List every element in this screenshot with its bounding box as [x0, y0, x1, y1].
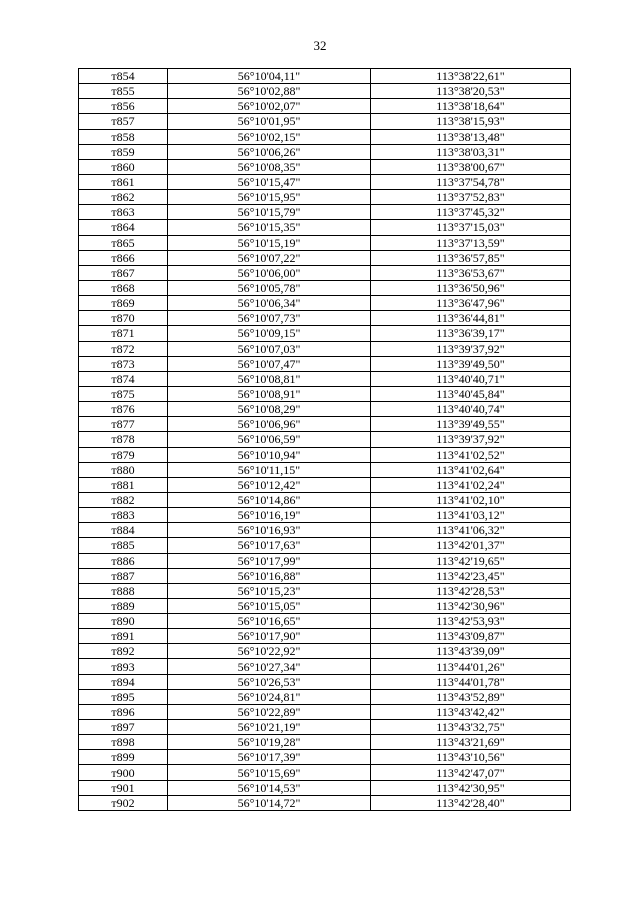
point-id-cell: т873: [79, 356, 168, 371]
table-row: [79, 462, 571, 477]
latitude-cell: 56°10'16,93": [168, 523, 371, 538]
latitude-cell: 56°10'08,35": [168, 159, 371, 174]
latitude-cell: 56°10'15,95": [168, 190, 371, 205]
latitude-cell: 56°10'22,89": [168, 704, 371, 719]
table-row: [79, 326, 571, 341]
table-row: [79, 644, 571, 659]
table-row: [79, 280, 571, 295]
latitude-cell: 56°10'16,19": [168, 508, 371, 523]
point-id-cell: т890: [79, 614, 168, 629]
longitude-cell: 113°39'49,50": [371, 356, 571, 371]
longitude-cell: 113°43'10,56": [371, 750, 571, 765]
latitude-cell: 56°10'19,28": [168, 735, 371, 750]
longitude-cell: 113°41'03,12": [371, 508, 571, 523]
point-id-cell: т870: [79, 311, 168, 326]
longitude-cell: 113°42'28,53": [371, 583, 571, 598]
latitude-cell: 56°10'15,35": [168, 220, 371, 235]
table-row: [79, 250, 571, 265]
longitude-cell: 113°38'22,61": [371, 69, 571, 84]
point-id-cell: т900: [79, 765, 168, 780]
latitude-cell: 56°10'02,88": [168, 84, 371, 99]
latitude-cell: 56°10'07,73": [168, 311, 371, 326]
latitude-cell: 56°10'15,23": [168, 583, 371, 598]
point-id-cell: т901: [79, 780, 168, 795]
longitude-cell: 113°38'20,53": [371, 84, 571, 99]
longitude-cell: 113°37'54,78": [371, 174, 571, 189]
point-id-cell: т887: [79, 568, 168, 583]
latitude-cell: 56°10'10,94": [168, 447, 371, 462]
longitude-cell: 113°36'50,96": [371, 280, 571, 295]
latitude-cell: 56°10'17,90": [168, 629, 371, 644]
table-row: [79, 689, 571, 704]
table-row: [79, 205, 571, 220]
point-id-cell: т867: [79, 265, 168, 280]
longitude-cell: 113°41'02,52": [371, 447, 571, 462]
point-id-cell: т854: [79, 69, 168, 84]
table-row: [79, 84, 571, 99]
table-row: [79, 432, 571, 447]
point-id-cell: т902: [79, 795, 168, 810]
latitude-cell: 56°10'14,86": [168, 492, 371, 507]
table-row: [79, 720, 571, 735]
longitude-cell: 113°41'02,10": [371, 492, 571, 507]
latitude-cell: 56°10'14,72": [168, 795, 371, 810]
point-id-cell: т860: [79, 159, 168, 174]
longitude-cell: 113°38'15,93": [371, 114, 571, 129]
table-row: [79, 447, 571, 462]
point-id-cell: т861: [79, 174, 168, 189]
longitude-cell: 113°42'23,45": [371, 568, 571, 583]
latitude-cell: 56°10'06,00": [168, 265, 371, 280]
longitude-cell: 113°41'06,32": [371, 523, 571, 538]
latitude-cell: 56°10'22,92": [168, 644, 371, 659]
latitude-cell: 56°10'07,22": [168, 250, 371, 265]
latitude-cell: 56°10'07,03": [168, 341, 371, 356]
table-row: [79, 144, 571, 159]
latitude-cell: 56°10'21,19": [168, 720, 371, 735]
point-id-cell: т877: [79, 417, 168, 432]
table-row: [79, 296, 571, 311]
latitude-cell: 56°10'24,81": [168, 689, 371, 704]
point-id-cell: т864: [79, 220, 168, 235]
latitude-cell: 56°10'09,15": [168, 326, 371, 341]
longitude-cell: 113°36'39,17": [371, 326, 571, 341]
longitude-cell: 113°38'03,31": [371, 144, 571, 159]
table-row: [79, 492, 571, 507]
table-row: [79, 568, 571, 583]
longitude-cell: 113°44'01,26": [371, 659, 571, 674]
longitude-cell: 113°43'52,89": [371, 689, 571, 704]
point-id-cell: т898: [79, 735, 168, 750]
longitude-cell: 113°38'18,64": [371, 99, 571, 114]
table-row: [79, 235, 571, 250]
latitude-cell: 56°10'07,47": [168, 356, 371, 371]
longitude-cell: 113°37'45,32": [371, 205, 571, 220]
longitude-cell: 113°41'02,24": [371, 477, 571, 492]
point-id-cell: т899: [79, 750, 168, 765]
longitude-cell: 113°42'01,37": [371, 538, 571, 553]
longitude-cell: 113°40'40,71": [371, 371, 571, 386]
point-id-cell: т880: [79, 462, 168, 477]
longitude-cell: 113°42'30,96": [371, 598, 571, 613]
longitude-cell: 113°42'19,65": [371, 553, 571, 568]
table-row: [79, 614, 571, 629]
point-id-cell: т866: [79, 250, 168, 265]
table-row: [79, 780, 571, 795]
latitude-cell: 56°10'17,39": [168, 750, 371, 765]
table-row: [79, 265, 571, 280]
longitude-cell: 113°37'15,03": [371, 220, 571, 235]
longitude-cell: 113°36'47,96": [371, 296, 571, 311]
point-id-cell: т865: [79, 235, 168, 250]
latitude-cell: 56°10'14,53": [168, 780, 371, 795]
table-row: [79, 159, 571, 174]
point-id-cell: т892: [79, 644, 168, 659]
latitude-cell: 56°10'17,63": [168, 538, 371, 553]
table-row: [79, 477, 571, 492]
longitude-cell: 113°40'40,74": [371, 402, 571, 417]
latitude-cell: 56°10'08,81": [168, 371, 371, 386]
table-row: [79, 174, 571, 189]
table-row: [79, 386, 571, 401]
point-id-cell: т894: [79, 674, 168, 689]
point-id-cell: т858: [79, 129, 168, 144]
table-row: [79, 598, 571, 613]
table-row: [79, 704, 571, 719]
table-row: [79, 190, 571, 205]
longitude-cell: 113°42'47,07": [371, 765, 571, 780]
table-row: [79, 735, 571, 750]
point-id-cell: т888: [79, 583, 168, 598]
point-id-cell: т896: [79, 704, 168, 719]
point-id-cell: т893: [79, 659, 168, 674]
latitude-cell: 56°10'16,65": [168, 614, 371, 629]
point-id-cell: т875: [79, 386, 168, 401]
latitude-cell: 56°10'15,19": [168, 235, 371, 250]
table-row: [79, 508, 571, 523]
latitude-cell: 56°10'16,88": [168, 568, 371, 583]
latitude-cell: 56°10'06,26": [168, 144, 371, 159]
latitude-cell: 56°10'11,15": [168, 462, 371, 477]
point-id-cell: т863: [79, 205, 168, 220]
longitude-cell: 113°39'37,92": [371, 432, 571, 447]
point-id-cell: т859: [79, 144, 168, 159]
table-row: [79, 417, 571, 432]
point-id-cell: т879: [79, 447, 168, 462]
longitude-cell: 113°37'13,59": [371, 235, 571, 250]
table-row: [79, 311, 571, 326]
longitude-cell: 113°40'45,84": [371, 386, 571, 401]
point-id-cell: т876: [79, 402, 168, 417]
longitude-cell: 113°42'28,40": [371, 795, 571, 810]
table-row: [79, 341, 571, 356]
point-id-cell: т855: [79, 84, 168, 99]
latitude-cell: 56°10'08,91": [168, 386, 371, 401]
latitude-cell: 56°10'01,95": [168, 114, 371, 129]
longitude-cell: 113°42'53,93": [371, 614, 571, 629]
point-id-cell: т883: [79, 508, 168, 523]
latitude-cell: 56°10'15,79": [168, 205, 371, 220]
table-row: [79, 674, 571, 689]
point-id-cell: т874: [79, 371, 168, 386]
table-row: [79, 750, 571, 765]
latitude-cell: 56°10'12,42": [168, 477, 371, 492]
coordinates-table-body: [79, 69, 571, 811]
point-id-cell: т871: [79, 326, 168, 341]
longitude-cell: 113°36'53,67": [371, 265, 571, 280]
table-row: [79, 69, 571, 84]
point-id-cell: т856: [79, 99, 168, 114]
table-row: [79, 629, 571, 644]
point-id-cell: т889: [79, 598, 168, 613]
coordinates-table: [78, 68, 571, 811]
table-row: [79, 553, 571, 568]
table-row: [79, 129, 571, 144]
latitude-cell: 56°10'15,05": [168, 598, 371, 613]
longitude-cell: 113°43'09,87": [371, 629, 571, 644]
latitude-cell: 56°10'15,69": [168, 765, 371, 780]
table-row: [79, 765, 571, 780]
point-id-cell: т878: [79, 432, 168, 447]
latitude-cell: 56°10'02,07": [168, 99, 371, 114]
table-row: [79, 99, 571, 114]
longitude-cell: 113°38'00,67": [371, 159, 571, 174]
latitude-cell: 56°10'05,78": [168, 280, 371, 295]
latitude-cell: 56°10'08,29": [168, 402, 371, 417]
point-id-cell: т897: [79, 720, 168, 735]
point-id-cell: т869: [79, 296, 168, 311]
longitude-cell: 113°36'44,81": [371, 311, 571, 326]
longitude-cell: 113°43'39,09": [371, 644, 571, 659]
point-id-cell: т882: [79, 492, 168, 507]
latitude-cell: 56°10'27,34": [168, 659, 371, 674]
longitude-cell: 113°37'52,83": [371, 190, 571, 205]
point-id-cell: т872: [79, 341, 168, 356]
point-id-cell: т857: [79, 114, 168, 129]
latitude-cell: 56°10'06,96": [168, 417, 371, 432]
point-id-cell: т886: [79, 553, 168, 568]
table-row: [79, 583, 571, 598]
longitude-cell: 113°38'13,48": [371, 129, 571, 144]
longitude-cell: 113°43'21,69": [371, 735, 571, 750]
latitude-cell: 56°10'15,47": [168, 174, 371, 189]
page-number: 32: [313, 38, 327, 53]
table-row: [79, 795, 571, 810]
table-row: [79, 356, 571, 371]
latitude-cell: 56°10'17,99": [168, 553, 371, 568]
table-row: [79, 371, 571, 386]
latitude-cell: 56°10'06,59": [168, 432, 371, 447]
point-id-cell: т891: [79, 629, 168, 644]
point-id-cell: т881: [79, 477, 168, 492]
point-id-cell: т885: [79, 538, 168, 553]
latitude-cell: 56°10'02,15": [168, 129, 371, 144]
longitude-cell: 113°43'42,42": [371, 704, 571, 719]
point-id-cell: т868: [79, 280, 168, 295]
table-row: [79, 220, 571, 235]
latitude-cell: 56°10'06,34": [168, 296, 371, 311]
table-row: [79, 114, 571, 129]
table-row: [79, 523, 571, 538]
longitude-cell: 113°36'57,85": [371, 250, 571, 265]
table-row: [79, 538, 571, 553]
point-id-cell: т862: [79, 190, 168, 205]
table-row: [79, 659, 571, 674]
longitude-cell: 113°44'01,78": [371, 674, 571, 689]
point-id-cell: т895: [79, 689, 168, 704]
table-row: [79, 402, 571, 417]
longitude-cell: 113°39'37,92": [371, 341, 571, 356]
longitude-cell: 113°39'49,55": [371, 417, 571, 432]
point-id-cell: т884: [79, 523, 168, 538]
latitude-cell: 56°10'26,53": [168, 674, 371, 689]
longitude-cell: 113°41'02,64": [371, 462, 571, 477]
longitude-cell: 113°42'30,95": [371, 780, 571, 795]
latitude-cell: 56°10'04,11": [168, 69, 371, 84]
longitude-cell: 113°43'32,75": [371, 720, 571, 735]
